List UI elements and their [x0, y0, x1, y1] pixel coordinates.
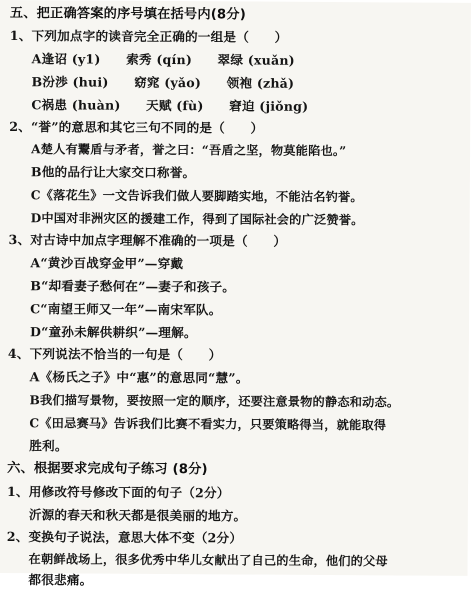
q3-option-b: B“却看妻子愁何在”—妻子和孩子。 — [30, 278, 236, 295]
q2-option-b: B他的品行让大家交口称誉。 — [30, 164, 196, 181]
q2-stem: 2、“誉”的意思和其它三句不同的是（ ） — [9, 119, 264, 136]
q1-option-a: A逢诏 (y1) 索秀 (qín) 翠绿 (xuǎn) — [31, 51, 295, 68]
q1-option-c: C祸患 (huàn) 天赋 (fù) 窘迫 (jiǒng) — [31, 97, 309, 114]
six-q1-stem: 1、用修改符号修改下面的句子（2分） — [6, 484, 230, 501]
q2-option-d: D中国对非洲灾区的援建工作，得到了国际社会的广泛赞誉。 — [30, 211, 364, 228]
six-q1-sentence: 沂源的春天和秋天都是很美丽的地方。 — [28, 507, 247, 524]
q4-option-b: B我们描写景物，要按照一定的顺序，还要注意景物的静态和动态。 — [29, 393, 400, 410]
section-six-heading: 六、根据要求完成句子练习 (8分) — [7, 461, 208, 478]
q4-option-c: C《田忌赛马》告诉我们比赛不看实力，只要策略得当，就能取得 — [29, 416, 387, 433]
six-q2-sentence-line-2: 都很悲痛。 — [28, 572, 93, 588]
q4-stem: 4、下列说法不恰当的一句是（ ） — [7, 346, 222, 363]
q3-stem: 3、对古诗中加点字理解不准确的一项是（ ） — [8, 232, 287, 249]
q4-option-a: A《杨氏之子》中“惠”的意思同“慧”。 — [29, 369, 249, 386]
q4-option-c-continued: 胜利。 — [29, 438, 68, 454]
q2-option-c: C《落花生》一文告诉我们做人要脚踏实地，不能沽名钓誉。 — [30, 188, 363, 205]
q1-option-b: B汾渉 (hui) 窈窕 (yǎo) 领袍 (zhǎ) — [31, 74, 295, 91]
six-q2-sentence-line-1: 在朝鲜战场上，很多优秀中华儿女献出了自己的生命，他们的父母 — [28, 552, 388, 569]
q3-option-a: A“黄沙百战穿金甲”—穿戴 — [30, 255, 184, 272]
section-five-heading: 五、把正确答案的序号填在括号内(8分) — [9, 6, 246, 23]
q3-option-d: D“童孙未解供耕织”—理解。 — [29, 324, 197, 341]
q3-option-c: C“南望王师又一年”—南宋军队。 — [30, 301, 222, 318]
six-q2-stem: 2、变换句子说法，意思大体不变（2分） — [6, 529, 243, 546]
q2-option-a: A楚人有鬻盾与矛者，誉之曰：“吾盾之坚，物莫能陷也。” — [31, 142, 347, 159]
q1-stem: 1、下列加点字的读音完全正确的一组是（ ） — [9, 28, 288, 45]
